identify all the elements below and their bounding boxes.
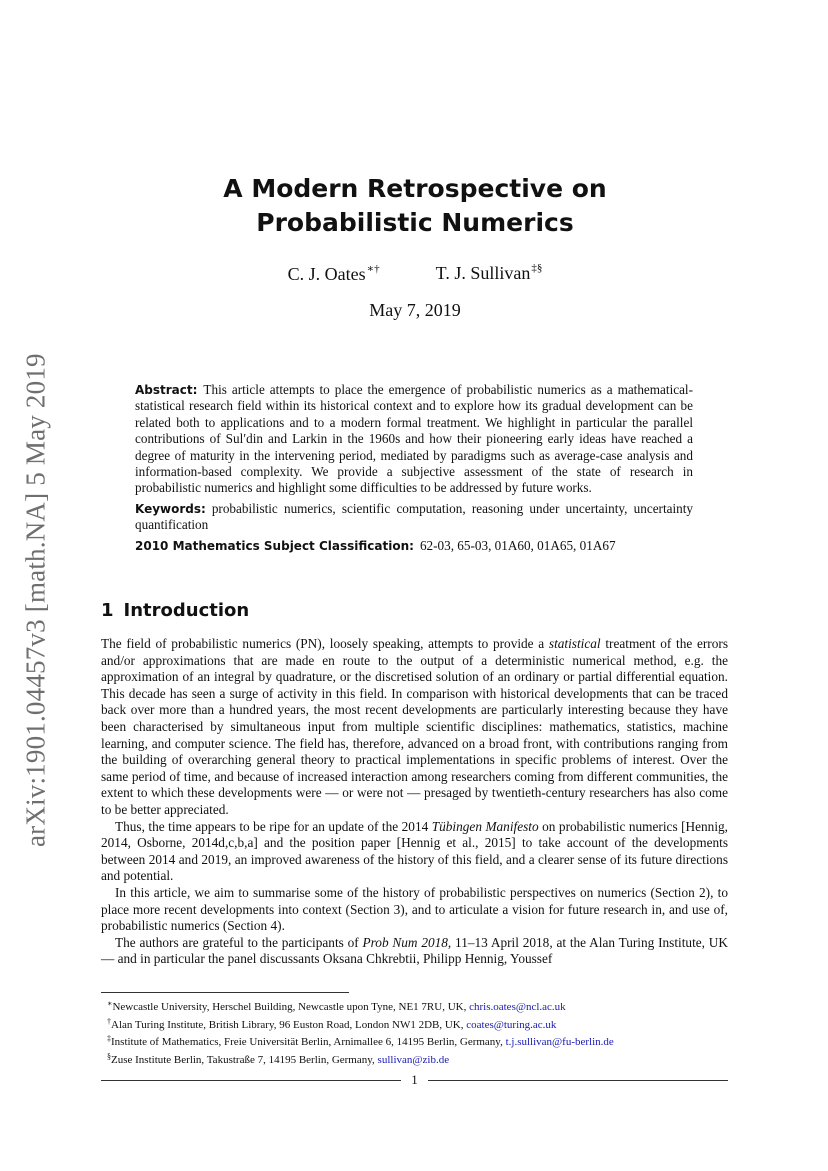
paragraph: In this article, we aim to summarise some of the history of probabilistic perspectives on numerics (Section 2), to place more recent developments into context (Section 3), and to articulate a vision for future research in, and use of, probabilistic numerics (Section 4). <box>101 884 728 934</box>
email-link[interactable]: t.j.sullivan@fu-berlin.de <box>505 1036 614 1049</box>
footnote-text: Newcastle University, Herschel Building, Newcastle upon Tyne, NE1 7RU, UK, <box>112 1001 470 1013</box>
abstract-block <box>135 382 693 558</box>
text-run: The field of probabilistic numerics (PN), loosely speaking, attempts to provide a <box>101 636 549 651</box>
footer-rule-left <box>101 1080 401 1081</box>
footnote <box>101 1050 728 1068</box>
author-name: T. J. Sullivan <box>435 263 531 283</box>
author-affiliation-marks: ∗† <box>366 263 380 275</box>
email-link[interactable]: coates@turing.ac.uk <box>466 1018 557 1031</box>
section-heading <box>101 600 501 621</box>
keywords <box>135 501 693 534</box>
text-run: on probabilistic numerics [Hennig, 2014, Osborne, 2014d,c,b,a] and the position paper [Hennig et al., 2015] to take account of the developments between 2014 and 2019, an improved awareness of the history of this field, and a clearer sense of its future directions and potential. <box>101 818 728 884</box>
email-link[interactable]: sullivan@zib.de <box>377 1053 450 1066</box>
title-line-2: Probabilistic Numerics <box>256 208 574 237</box>
text-run: , 11–13 April 2018, at the Alan Turing Institute, UK — and in particular the panel discussants Oksana Chkrebtii, Philipp Hennig, Youssef <box>101 934 728 967</box>
author-affiliation-marks: ‡§ <box>531 262 543 274</box>
paper-title <box>150 172 680 240</box>
text-run: Thus, the time appears to be ripe for an update of the 2014 <box>115 818 432 834</box>
emphasis: Tübingen Manifesto <box>431 818 539 834</box>
paragraph <box>101 819 728 885</box>
footer-rule-right <box>428 1080 728 1081</box>
keywords-text: probabilistic numerics, scientific computation, reasoning under uncertainty, uncertainty quantification <box>135 500 693 533</box>
emphasis: Prob Num 2018 <box>362 934 448 950</box>
keywords-label: Keywords: <box>135 501 206 516</box>
footnote-rule <box>101 992 349 993</box>
paper-date: May 7, 2019 <box>369 300 461 320</box>
email-link[interactable]: chris.oates@ncl.ac.uk <box>469 1001 566 1013</box>
abstract-text: This article attempts to place the emergence of probabilistic numerics as a mathematical-statistical research field within its historical context and to explore how its gradual development can be related both to applications and to a modern formal treatment. We highlight in particular the parallel contributions of Sul′din and Larkin in the 1960s and how their pioneering early ideas have reached a degree of maturity in the intervening period, mediated by paradigms such as average-case analysis and information-based complexity. We provide a subjective assessment of the state of research in probabilistic numerics and highlight some difficulties to be addressed by future works. <box>135 382 693 496</box>
footnote-mark: § <box>107 1051 111 1061</box>
section-number: 1 <box>101 600 114 621</box>
footnotes <box>101 997 728 1067</box>
paragraph <box>101 636 728 819</box>
author <box>288 262 380 285</box>
footnote-text: Alan Turing Institute, British Library, 96 Euston Road, London NW1 2DB, UK, <box>111 1018 467 1031</box>
footnote-mark: ∗ <box>107 999 113 1008</box>
footnote <box>101 1015 728 1033</box>
footnote-mark: † <box>107 1016 111 1026</box>
footnote-text: Zuse Institute Berlin, Takustraße 7, 14195 Berlin, Germany, <box>111 1053 378 1066</box>
introduction-body <box>101 636 728 968</box>
footnote <box>101 1032 728 1050</box>
page-number: 1 <box>411 1072 418 1087</box>
footnote <box>101 997 728 1015</box>
abstract-label: Abstract: <box>135 383 198 397</box>
msc-classification <box>135 538 693 554</box>
footnote-text: Institute of Mathematics, Freie Universität Berlin, Arnimallee 6, 14195 Berlin, Germany, <box>111 1036 506 1049</box>
paragraph <box>101 935 728 968</box>
author-name: C. J. Oates <box>287 264 366 284</box>
msc-text: 62-03, 65-03, 01A60, 01A65, 01A67 <box>419 537 616 553</box>
text-run: treatment of the errors and/or approximations that are made en route to the output of a deterministic numerical method, e.g. the approximation of an integral by quadrature, or the discretised solution of an ordinary or partial differential equation. This decade has seen a surge of activity in this field. In comparison with historical developments that can be traced back over more than a hundred years, the most recent developments are particularly interesting because they have been characterised by simultaneous input from multiple scientific disciplines: mathematics, statistics, machine learning, and computer science. The field has, therefore, advanced on a broad front, with contributions ranging from the building of overarching general theory to practical implementations in specific problems of interest. Over the same period of time, and because of increased interaction among researchers coming from different communities, the extent to which these developments were — or were not — presaged by twentieth-century researchers has also come to be better appreciated. <box>101 636 728 817</box>
msc-label: 2010 Mathematics Subject Classification: <box>135 538 414 553</box>
emphasis: statistical <box>548 636 601 651</box>
footnote-mark: ‡ <box>107 1034 111 1044</box>
author-list <box>150 262 680 285</box>
abstract <box>135 382 693 497</box>
page-footer <box>101 1072 728 1088</box>
arxiv-identifier: arXiv:1901.04457v3 [math.NA] 5 May 2019 <box>20 353 51 847</box>
text-run: The authors are grateful to the participants of <box>115 934 363 950</box>
title-line-1: A Modern Retrospective on <box>223 174 607 203</box>
section-title: Introduction <box>123 600 250 621</box>
author <box>436 262 543 285</box>
